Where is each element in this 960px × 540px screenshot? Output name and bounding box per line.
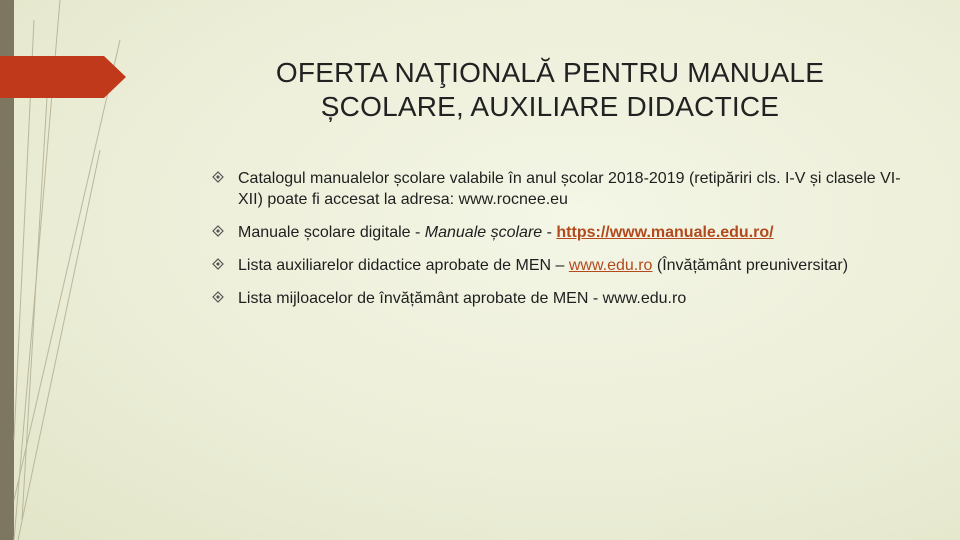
title-line-2: ȘCOLARE, AUXILIARE DIDACTICE <box>320 91 780 122</box>
bullet-list <box>212 168 912 321</box>
title-arrow-shape <box>0 56 130 98</box>
list-item <box>212 168 912 210</box>
edu-link[interactable]: www.edu.ro <box>568 257 653 274</box>
slide-title <box>190 56 910 124</box>
bullet-italic-text: Manuale școlare <box>424 224 543 241</box>
title-line-1: OFERTA NAŢIONALĂ PENTRU MANUALE <box>275 57 825 88</box>
list-item <box>212 222 912 243</box>
list-item <box>212 288 912 309</box>
diamond-bullet-icon <box>212 258 224 270</box>
bullet-text: Manuale școlare digitale - <box>238 224 425 241</box>
bullet-text: Lista mijloacelor de învățământ aprobate de MEN - www.edu.ro <box>238 290 687 307</box>
diamond-bullet-icon <box>212 171 224 183</box>
bullet-text: Lista auxiliarelor didactice aprobate de MEN – <box>238 257 569 274</box>
diamond-bullet-icon <box>212 291 224 303</box>
bullet-separator: - <box>542 224 557 241</box>
bullet-text-suffix: (Învățământ preuniversitar) <box>652 257 849 274</box>
manuale-link[interactable]: https://www.manuale.edu.ro/ <box>556 224 774 241</box>
bullet-text: Catalogul manualelor școlare valabile în anul școlar 2018-2019 (retipăriri cls. I-V și clasele VI-XII) poate fi accesat la adresa: www.rocnee.eu <box>238 170 901 208</box>
diamond-bullet-icon <box>212 225 224 237</box>
list-item <box>212 255 912 276</box>
